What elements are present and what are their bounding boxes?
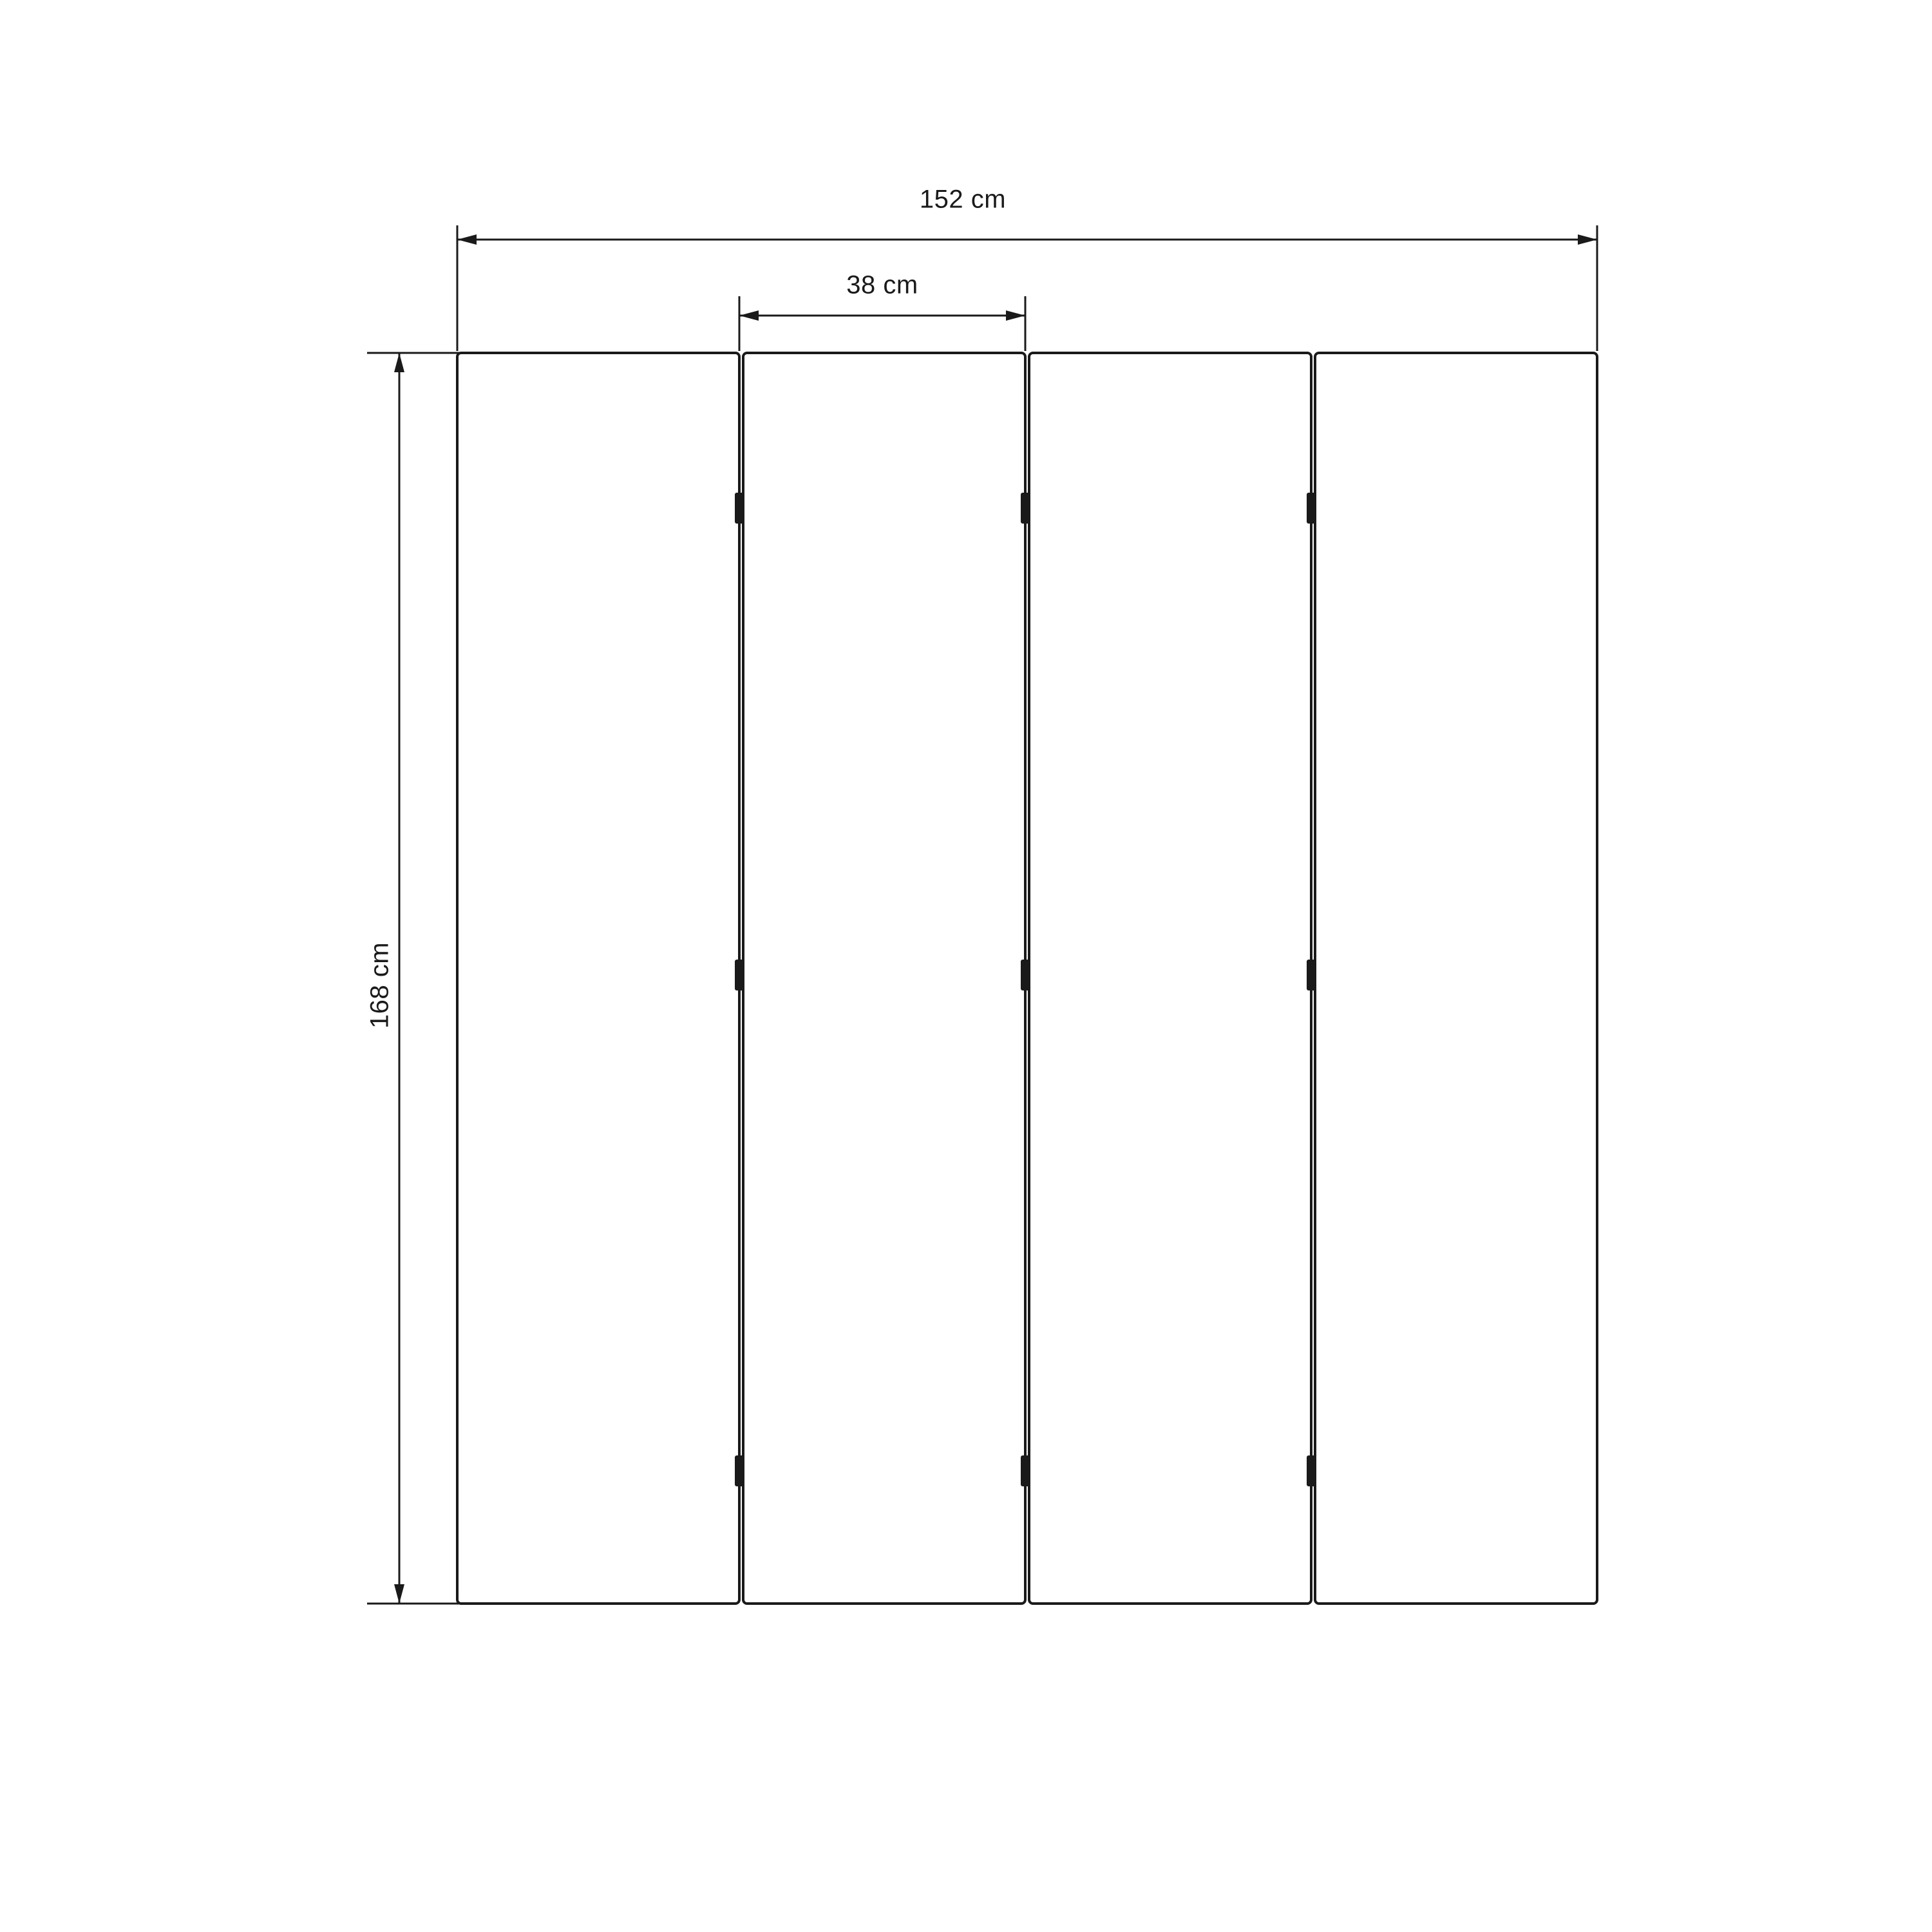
- dimension-label-panel-width: 38 cm: [846, 270, 918, 299]
- hinge-icon: [1021, 493, 1030, 524]
- dimension-label-total-height: 168 cm: [365, 942, 394, 1029]
- hinge-icon: [735, 960, 744, 990]
- dimension-label-total-width: 152 cm: [919, 185, 1007, 214]
- hinge-icon: [1021, 1455, 1030, 1486]
- hinge-icon: [1307, 493, 1316, 524]
- dimension-width-panel: [739, 310, 1025, 321]
- hinge-icon: [1021, 960, 1030, 990]
- dimension-width-total: [457, 234, 1597, 245]
- hinge-icon: [1307, 960, 1316, 990]
- hinge-icon: [735, 1455, 744, 1486]
- panel-3: [1029, 353, 1311, 1604]
- panel-1: [457, 353, 739, 1604]
- panel-4: [1315, 353, 1597, 1604]
- hinge-icon: [735, 493, 744, 524]
- dimension-height-total: [394, 353, 404, 1604]
- panel-2: [743, 353, 1025, 1604]
- hinge-icon: [1307, 1455, 1316, 1486]
